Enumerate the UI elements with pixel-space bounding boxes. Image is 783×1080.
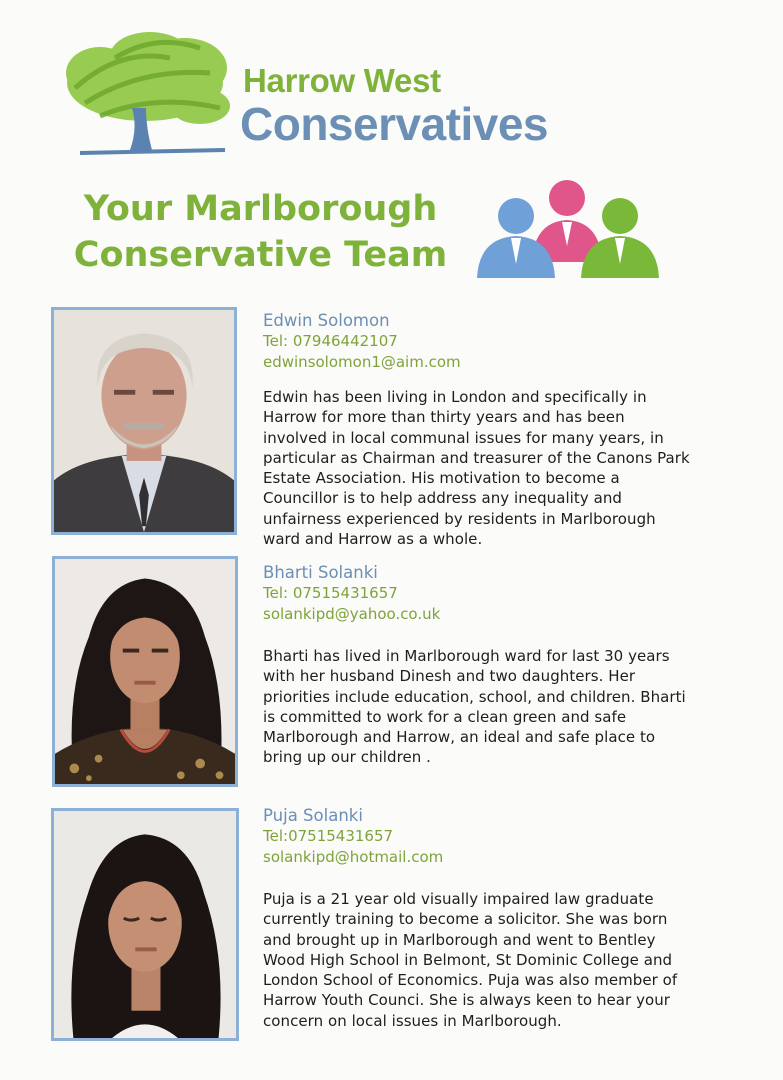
member-bio: Bharti has lived in Marlborough ward for last 30 years with her husband Dinesh and two daughters. Her priorities include education, school, and children. Bharti is committed to work for a clean green and safe Marlborough and Harrow, an ideal and safe place to bring up our children . — [263, 647, 686, 767]
brand-name-line1: Harrow West — [243, 62, 441, 99]
member-email: solankipd@hotmail.com — [263, 848, 444, 866]
member-phone: Tel: 07946442107 — [263, 332, 398, 350]
member-photo-bharti — [52, 556, 238, 787]
member-name: Bharti Solanki — [263, 563, 378, 582]
member-email: solankipd@yahoo.co.uk — [263, 605, 441, 623]
oak-tree-icon — [60, 28, 235, 160]
headline-line1: Your Marlborough — [83, 189, 438, 229]
member-email: edwinsolomon1@aim.com — [263, 353, 461, 371]
member-phone: Tel:07515431657 — [263, 827, 394, 845]
member-name: Edwin Solomon — [263, 311, 390, 330]
member-photo-edwin — [51, 307, 237, 535]
member-name: Puja Solanki — [263, 806, 363, 825]
people-group-icon — [474, 176, 662, 280]
page-headline — [68, 186, 453, 278]
member-phone: Tel: 07515431657 — [263, 584, 398, 602]
member-bio: Puja is a 21 year old visually impaired law graduate currently training to become a solicitor. She was born and brought up in Marlborough and went to Bentley Wood High School in Belmont, St Dominic College and London School of Economics. Puja was also member of Harrow Youth Counci. She is always keen to hear your concern on local issues in Marlborough. — [263, 890, 678, 1030]
member-bio: Edwin has been living in London and specifically in Harrow for more than thirty years and has been involved in local communal issues for many years, in particular as Chairman and treasurer of the Canons Park Estate Association. His motivation to become a Councillor is to help address any inequality and unfairness experienced by residents in Marlborough ward and Harrow as a whole. — [263, 388, 690, 549]
member-photo-puja — [51, 808, 239, 1041]
brand-name-line2: Conservatives — [240, 98, 548, 150]
headline-line2: Conservative Team — [73, 235, 448, 275]
